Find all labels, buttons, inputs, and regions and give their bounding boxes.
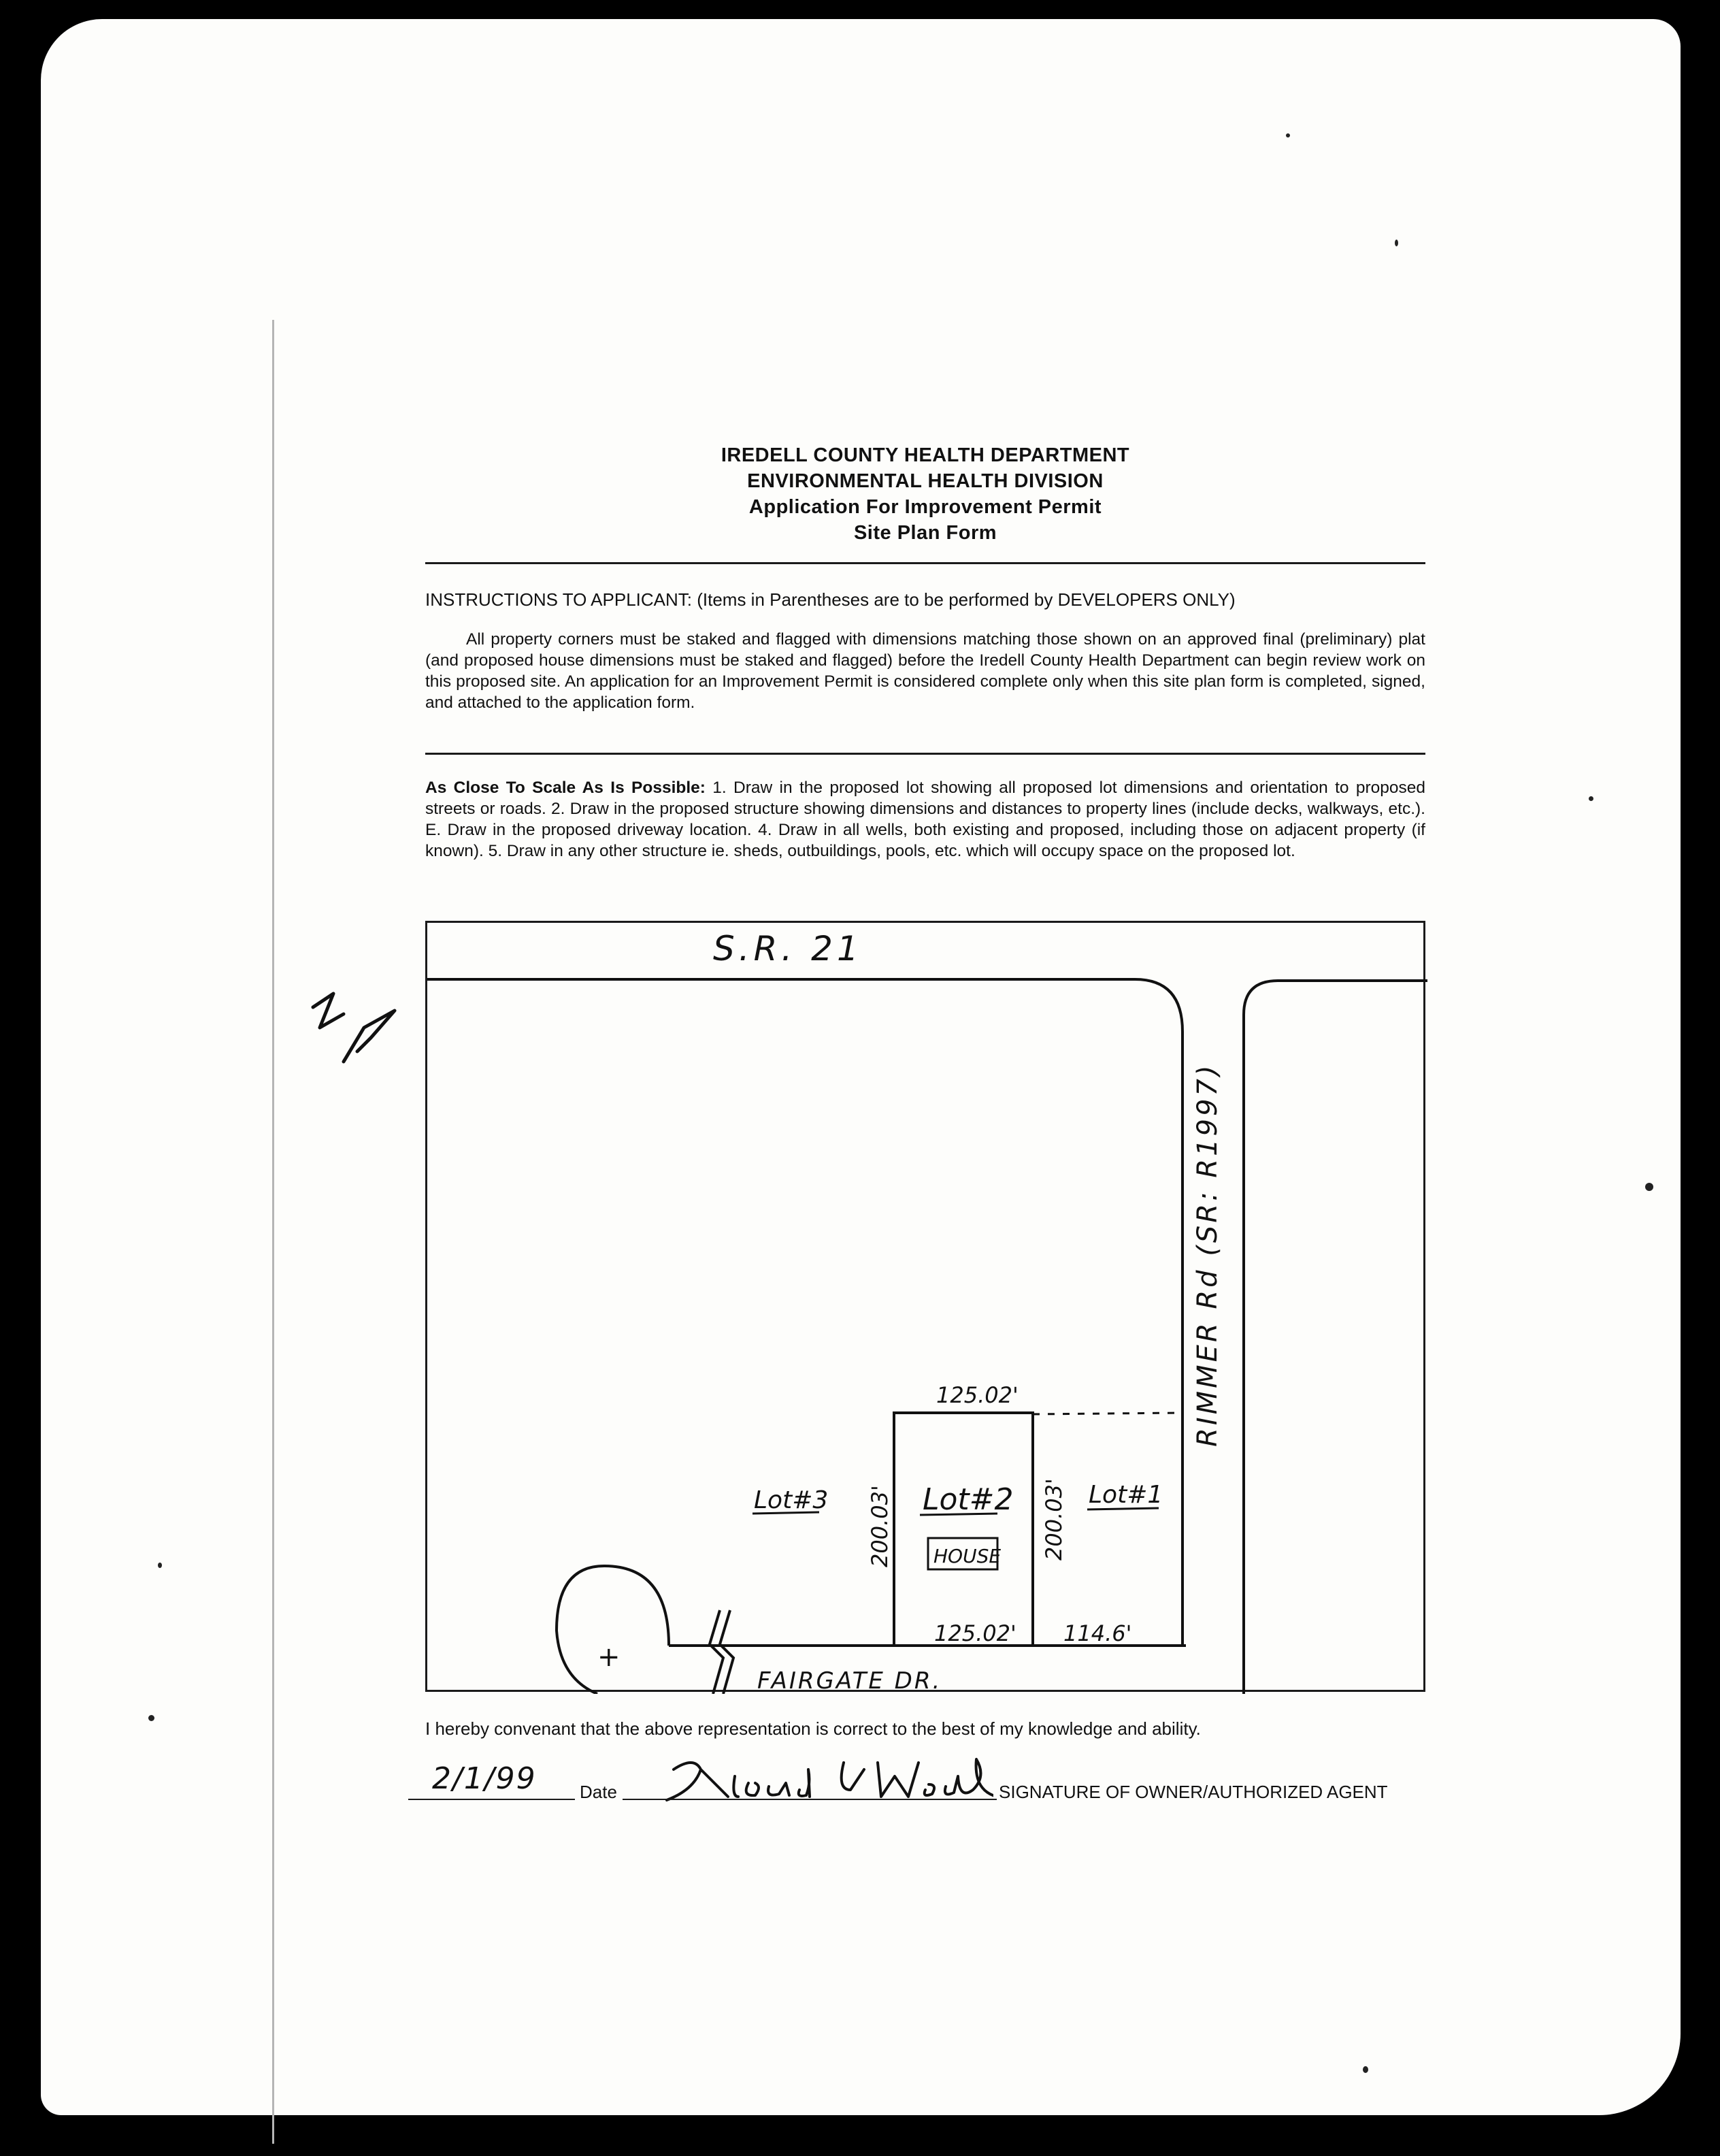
signature-line — [623, 1799, 997, 1800]
lot-1-label: Lot#1 — [1089, 1481, 1163, 1509]
cul-de-sac-outline — [557, 1566, 669, 1694]
site-plan-drawing — [427, 923, 1427, 1694]
scan-speck — [1286, 133, 1290, 137]
scan-speck — [1395, 240, 1398, 246]
dim-corner-label: 114.6' — [1063, 1620, 1132, 1646]
header-application: Application For Improvement Permit — [748, 496, 1102, 518]
lot-3-label: Lot#3 — [754, 1486, 829, 1514]
instructions-rule — [425, 753, 1425, 755]
break-mark-right — [720, 1610, 733, 1694]
steps-text: 1. Draw in the proposed lot showing all proposed lot dimensions and orientation to proposed streets or roads. 2. Draw in the proposed structure showing dimensions and distances to property lines (include decks, walkways, etc.). E. Draw in the proposed driveway location. 4. Draw in all wells, both existing and proposed, including those on adjacent property (if known). 5. Draw in any other structure ie. sheds, outbuildings, pools, etc. which will occupy space on the proposed lot. — [425, 779, 1425, 860]
header-division: ENVIRONMENTAL HEALTH DIVISION — [747, 470, 1104, 492]
dim-bottom-label: 125.02' — [934, 1620, 1016, 1646]
instructions-body: All property corners must be staked and flagged with dimensions matching those shown on an approved final (preliminary) plat (and proposed house dimensions must be staked and flagged) before the Iredell County Health Department can begin review work on this proposed site. An application for an Improvement Permit is considered complete only when this site plan form is completed, signed, and attached to the application form. — [425, 630, 1425, 712]
dim-top-label: 125.02' — [936, 1382, 1019, 1408]
house-label: HOUSE — [933, 1545, 1002, 1567]
lot-2-label: Lot#2 — [923, 1482, 1014, 1517]
scan-speck — [1589, 796, 1593, 801]
instructions-title: INSTRUCTIONS TO APPLICANT: (Items in Parentheses are to be performed by DEVELOPERS ONLY) — [425, 589, 1236, 610]
date-label: Date — [580, 1782, 617, 1802]
margin-line — [272, 320, 274, 2144]
date-line — [408, 1799, 575, 1800]
scan-speck — [1645, 1183, 1653, 1191]
scan-speck — [148, 1715, 154, 1721]
dim-right-label: 200.03' — [1041, 1478, 1067, 1561]
north-arrow — [293, 980, 415, 1075]
covenant-statement: I hereby convenant that the above representation is correct to the best of my knowledge and ability. — [425, 1718, 1201, 1739]
sr21-road-edge — [427, 979, 1182, 1644]
header-rule — [425, 562, 1425, 564]
road-sr21-label: S.R. 21 — [713, 929, 863, 968]
break-mark-left — [710, 1610, 723, 1694]
signature-label: SIGNATURE OF OWNER/AUTHORIZED AGENT — [999, 1782, 1388, 1802]
lot-1-dashed-boundary — [1033, 1413, 1182, 1414]
site-plan-box — [425, 921, 1425, 1692]
scan-speck — [158, 1563, 162, 1568]
drawing-steps — [425, 777, 1425, 862]
steps-lead: As Close To Scale As Is Possible: — [425, 779, 706, 797]
date-value: 2/1/99 — [432, 1761, 537, 1796]
header-department: IREDELL COUNTY HEALTH DEPARTMENT — [721, 444, 1130, 466]
scan-speck — [1363, 2066, 1368, 2073]
signature — [653, 1749, 993, 1810]
road-rimmer-label: RIMMER Rd (SR: R1997) — [1192, 1062, 1223, 1447]
lot-2-boundary — [894, 1413, 1033, 1646]
rimmer-road-edge — [1244, 981, 1427, 1694]
road-fairgate-label: FAIRGATE DR. — [757, 1667, 942, 1694]
form-header — [422, 442, 1429, 546]
header-form-name: Site Plan Form — [853, 522, 997, 544]
dim-left-label: 200.03' — [867, 1485, 893, 1567]
cul-de-sac-mark: + — [597, 1642, 621, 1673]
